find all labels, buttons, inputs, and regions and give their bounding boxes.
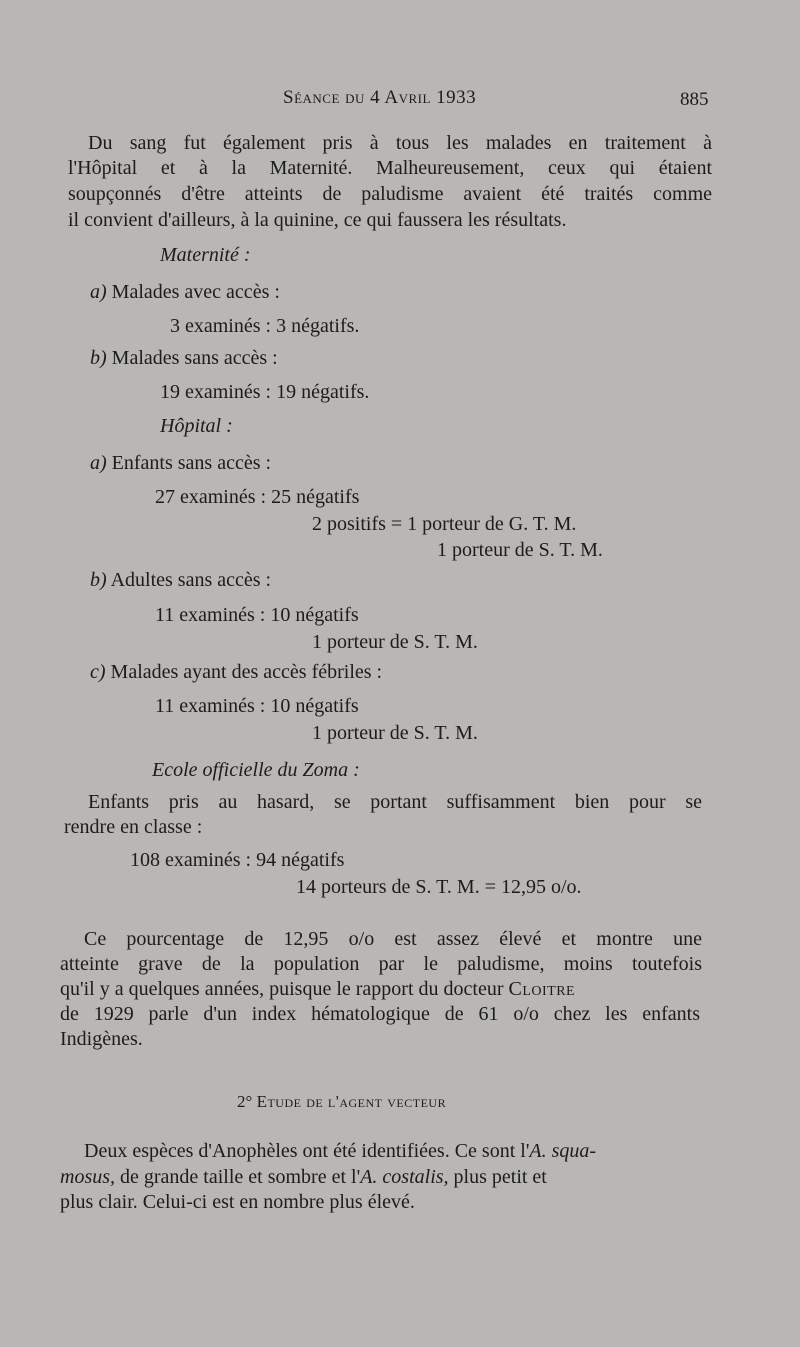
- intro-line: il convient d'ailleurs, à la quinine, ce qui faussera les résultats.: [68, 209, 567, 231]
- page-number: 885: [680, 89, 709, 110]
- intro-line: Du sang fut également pris à tous les malades en traitement à: [88, 132, 712, 154]
- hopital-a-result: 2 positifs = 1 porteur de G. T. M.: [312, 513, 577, 535]
- ecole-heading: Ecole officielle du Zoma :: [152, 759, 360, 781]
- maternite-a-result: 3 examinés : 3 négatifs.: [170, 315, 360, 337]
- hopital-c-label: c) Malades ayant des accès fébriles :: [90, 661, 383, 683]
- final-line: mosus, de grande taille et sombre et l'A. costalis, plus petit et: [60, 1166, 547, 1188]
- intro-line: soupçonnés d'être atteints de paludisme avaient été traités comme: [68, 183, 712, 205]
- maternite-a-label: a) Malades avec accès :: [90, 281, 280, 303]
- intro-line: l'Hôpital et à la Maternité. Malheureusement, ceux qui étaient: [68, 157, 712, 179]
- hopital-c-result: 11 examinés : 10 négatifs: [155, 695, 359, 717]
- hopital-heading: Hôpital :: [160, 415, 233, 437]
- ecole-text: rendre en classe :: [64, 816, 203, 838]
- hopital-a-result: 27 examinés : 25 négatifs: [155, 486, 360, 508]
- hopital-b-label: b) Adultes sans accès :: [90, 569, 272, 591]
- hopital-b-result: 1 porteur de S. T. M.: [312, 631, 478, 653]
- conclusion-line: qu'il y a quelques années, puisque le rapport du docteur Cloitre: [60, 978, 576, 1000]
- ecole-text: Enfants pris au hasard, se portant suffisamment bien pour se: [88, 791, 702, 813]
- hopital-a-label: a) Enfants sans accès :: [90, 452, 272, 474]
- maternite-b-label: b) Malades sans accès :: [90, 347, 278, 369]
- conclusion-line: Ce pourcentage de 12,95 o/o est assez élevé et montre une: [84, 928, 702, 950]
- conclusion-line: Indigènes.: [60, 1028, 143, 1050]
- ecole-result: 108 examinés : 94 négatifs: [130, 849, 345, 871]
- conclusion-line: de 1929 parle d'un index hématologique de 61 o/o chez les enfants: [60, 1003, 700, 1025]
- conclusion-line: atteinte grave de la population par le paludisme, moins toutefois: [60, 953, 702, 975]
- maternite-heading: Maternité :: [160, 244, 251, 266]
- hopital-c-result: 1 porteur de S. T. M.: [312, 722, 478, 744]
- final-line: Deux espèces d'Anophèles ont été identifiées. Ce sont l'A. squa-: [84, 1140, 597, 1162]
- running-header: Séance du 4 Avril 1933: [283, 87, 477, 108]
- ecole-result: 14 porteurs de S. T. M. = 12,95 o/o.: [296, 876, 582, 898]
- maternite-b-result: 19 examinés : 19 négatifs.: [160, 381, 370, 403]
- final-line: plus clair. Celui-ci est en nombre plus élevé.: [60, 1191, 415, 1213]
- hopital-b-result: 11 examinés : 10 négatifs: [155, 604, 359, 626]
- hopital-a-result: 1 porteur de S. T. M.: [437, 539, 603, 561]
- section-heading: 2° Etude de l'agent vecteur: [237, 1092, 447, 1111]
